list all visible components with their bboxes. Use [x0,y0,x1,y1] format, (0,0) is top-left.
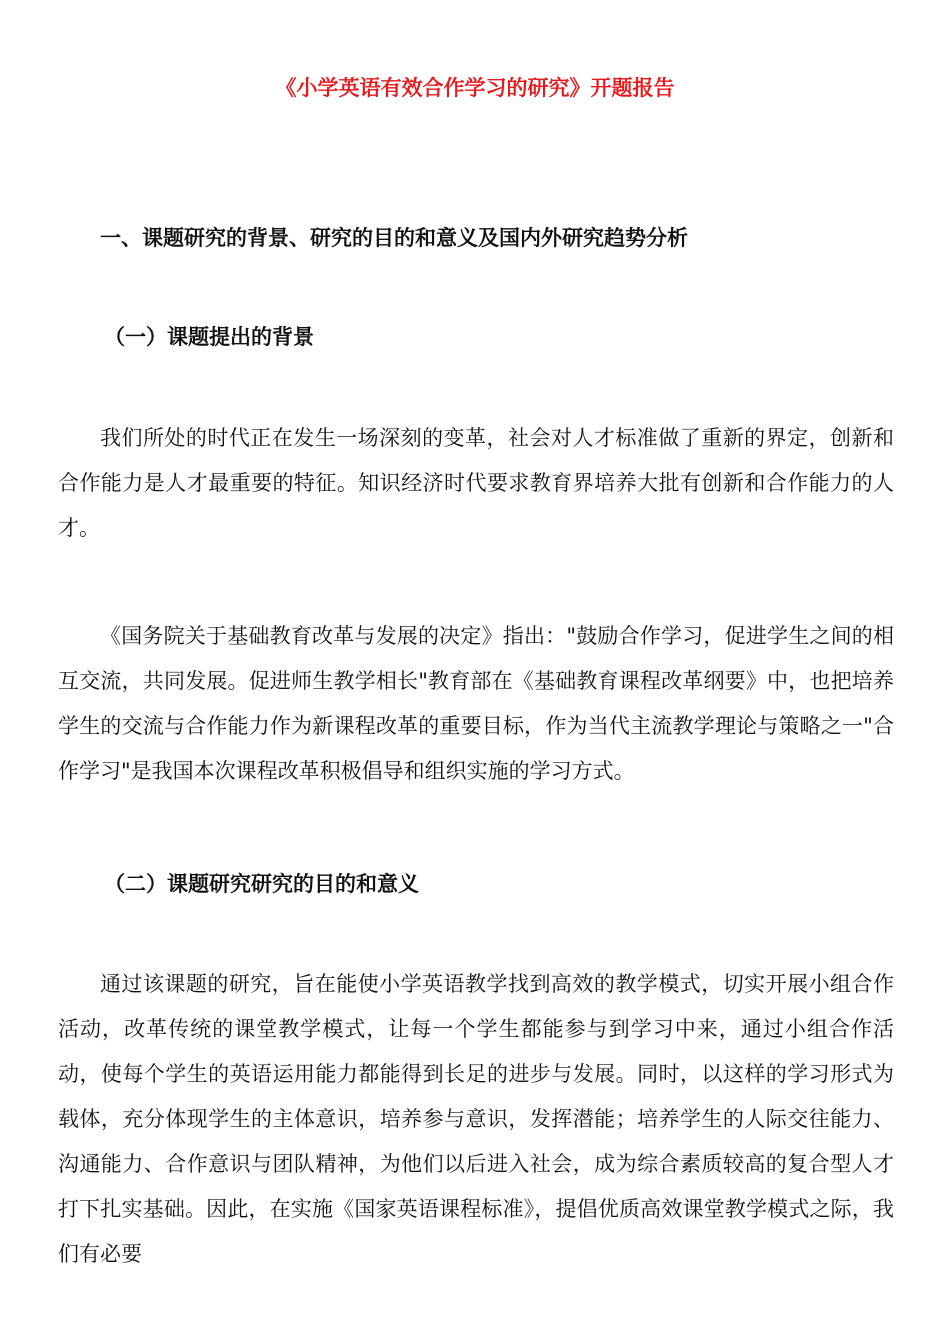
document-title: 《小学英语有效合作学习的研究》开题报告 [275,76,675,100]
subsection-heading-background: （一）课题提出的背景 [104,325,314,349]
paragraph-background-1: 我们所处的时代正在发生一场深刻的变革，社会对人才标准做了重新的界定，创新和合作能力是人才最重要的特征。知识经济时代要求教育界培养大批有创新和合作能力的人才。 [58,426,894,540]
paragraph-purpose-1: 通过该课题的研究，旨在能使小学英语教学找到高效的教学模式，切实开展小组合作活动，改革传统的课堂教学模式，让每一个学生都能参与到学习中来，通过小组合作活动，使每个学生的英语运用能力都能得到长足的进步与发展。同时，以这样的学习形式为载体，充分体现学生的主体意识，培养参与意识，发挥潜能；培养学生的人际交往能力、沟通能力、合作意识与团队精神，为他们以后进入社会，成为综合素质较高的复合型人才打下扎实基础。因此，在实施《国家英语课程标准》，提倡优质高效课堂教学模式之际，我们有必要 [58,972,894,1266]
subsection-heading-purpose: （二）课题研究研究的目的和意义 [104,872,419,896]
section-heading-1: 一、课题研究的背景、研究的目的和意义及国内外研究趋势分析 [100,226,688,250]
paragraph-background-2: 《国务院关于基础教育改革与发展的决定》指出："鼓励合作学习，促进学生之间的相互交流，共同发展。促进师生教学相长"教育部在《基础教育课程改革纲要》中，也把培养学生的交流与合作能力作为新课程改革的重要目标，作为当代主流教学理论与策略之一"合作学习"是我国本次课程改革积极倡导和组织实施的学习方式。 [58,624,894,783]
